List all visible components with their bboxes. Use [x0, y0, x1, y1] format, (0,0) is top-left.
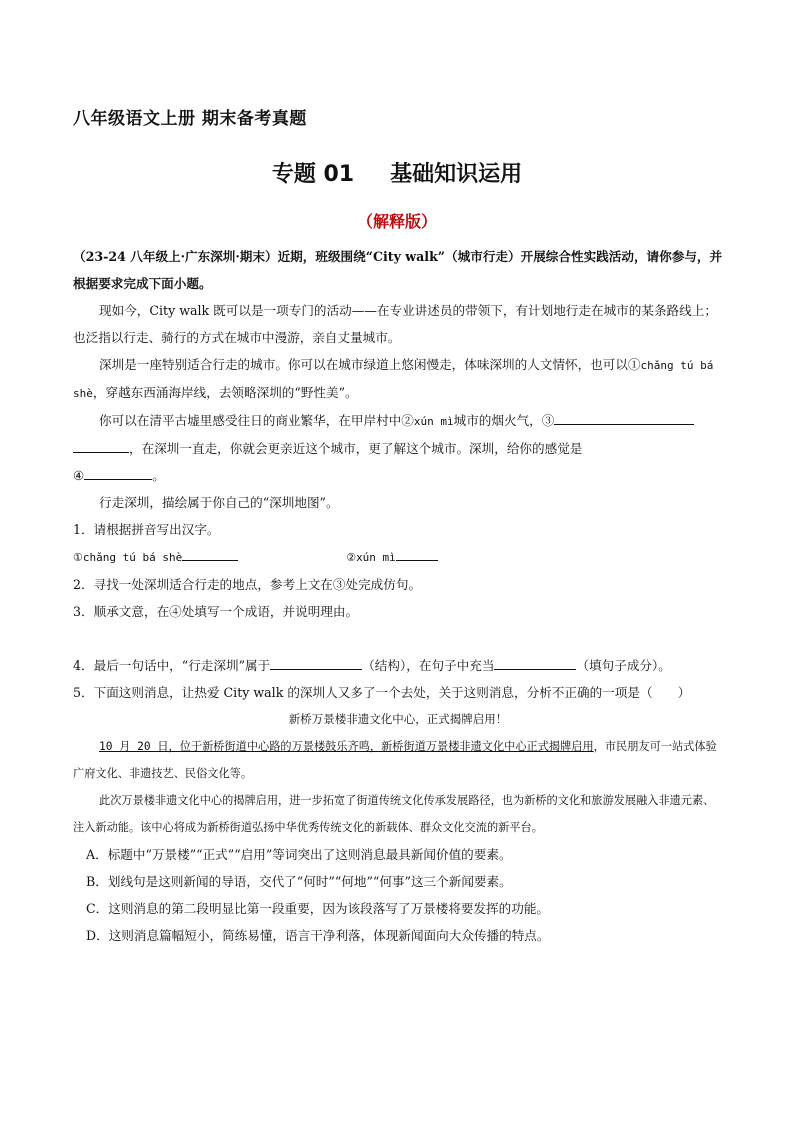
- blank-q4-a[interactable]: [270, 655, 362, 670]
- news-p1-underlined: 10 月 20 日，位于新桥街道中心路的万景楼鼓乐齐鸣，新桥街道万景楼非遗文化中心正式揭牌启用: [99, 740, 594, 753]
- option-a: A．标题中“万景楼”“正式”“启用”等词突出了这则消息最具新闻价值的要素。: [86, 847, 512, 862]
- content: [73, 243, 723, 949]
- question-1-items: [73, 543, 723, 571]
- question-4-c: （填句子成分）。: [576, 658, 671, 673]
- passage-p3: [73, 407, 723, 489]
- main-title-part1: 专题 01: [271, 162, 355, 187]
- news-p2: 此次万景楼非遗文化中心的揭牌启用，进一步拓宽了街道传统文化传承发展路径，也为新桥的文化和旅游发展融入非遗元素、注入新动能。该中心将成为新桥街道弘扬中华优秀传统文化的新载体、群众文化交流的新平台。: [73, 794, 715, 834]
- passage-p3-pinyin: xún mì: [413, 415, 454, 428]
- blank-q4-b[interactable]: [494, 655, 576, 670]
- blank-4[interactable]: [84, 465, 152, 480]
- option-b: B．划线句是这则新闻的导语，交代了“何时”“何地”“何事”这三个新闻要素。: [86, 874, 512, 889]
- question-4: [73, 652, 723, 679]
- news-p1: [73, 733, 723, 787]
- option-c: C．这则消息的第二段明显比第一段重要，因为该段落写了万景楼将要发挥的功能。: [86, 901, 550, 916]
- question-4-b: （结构），在句子中充当: [362, 658, 495, 673]
- blank-3-line1[interactable]: [554, 410, 694, 425]
- header-title: 八年级语文上册 期末备考真题: [73, 109, 307, 129]
- blank-3-line2[interactable]: [73, 438, 129, 453]
- blank-q1-a[interactable]: [182, 546, 238, 561]
- main-title-part2: 基础知识运用: [390, 162, 523, 187]
- intro-source: （23-24 八年级上·广东深圳·期末）: [73, 249, 278, 264]
- question-5: 5．下面这则消息，让热爱 City walk 的深圳人又多了一个去处，关于这则消息，分析不正确的一项是（ ）: [73, 685, 691, 700]
- passage-p3-d: ④: [73, 468, 85, 483]
- passage-p2: [73, 351, 723, 407]
- passage-p3-a: 你可以在清平古墟里感受往日的商业繁华，在甲岸村中②: [99, 413, 414, 428]
- passage-p3-c: ，在深圳一直走，你就会更亲近这个城市，更了解这个城市。深圳，给你的感觉是: [129, 441, 583, 456]
- news-p1-rest: ，市民朋友可一站式体验广府文化、非遗技艺、民俗文化等。: [73, 740, 717, 780]
- intro: [73, 243, 723, 297]
- intro-text: 近期，班级围绕“City walk”（城市行走）开展综合性实践活动，请你参与，并根据要求完成下面小题。: [73, 249, 723, 291]
- passage-p2-b: ，穿越东西涌海岸线，去领略深圳的“野性美”。: [92, 385, 358, 400]
- passage-p4: 行走深圳，描绘属于你自己的“深圳地图”。: [99, 495, 339, 510]
- blank-q1-b[interactable]: [396, 546, 438, 561]
- question-3: 3．顺承文意，在④处填写一个成语，并说明理由。: [73, 604, 359, 619]
- passage-p2-pinyin: chǎng tú bá shè: [73, 359, 714, 400]
- question-1-b: ②xún mì: [346, 551, 396, 564]
- subtitle: （解释版）: [356, 212, 437, 231]
- passage-p3-e: 。: [152, 468, 165, 483]
- question-1-a: ①chǎng tú bá shè: [73, 551, 183, 564]
- question-4-a: 4．最后一句话中，“行走深圳”属于: [73, 658, 271, 673]
- passage-p3-b: 城市的烟火气，③: [453, 413, 555, 428]
- question-2: 2．寻找一处深圳适合行走的地点，参考上文在③处完成仿句。: [73, 577, 422, 592]
- passage-p1: 现如今，City walk 既可以是一项专门的活动——在专业讲述员的带领下，有计划地行走在城市的某条路线上；也泛指以行走、骑行的方式在城市中漫游，亲自丈量城市。: [73, 303, 717, 345]
- news-title: 新桥万景楼非遗文化中心，正式揭牌启用！: [288, 712, 508, 726]
- passage-p2-a: 深圳是一座特别适合行走的城市。你可以在城市绿道上悠闲慢走，体味深圳的人文情怀，也可以①: [99, 357, 641, 372]
- option-d: D．这则消息篇幅短小，简练易懂，语言干净利落，体现新闻面向大众传播的特点。: [86, 928, 550, 943]
- main-title: [0, 157, 794, 188]
- question-1: 1．请根据拼音写出汉字。: [73, 522, 220, 537]
